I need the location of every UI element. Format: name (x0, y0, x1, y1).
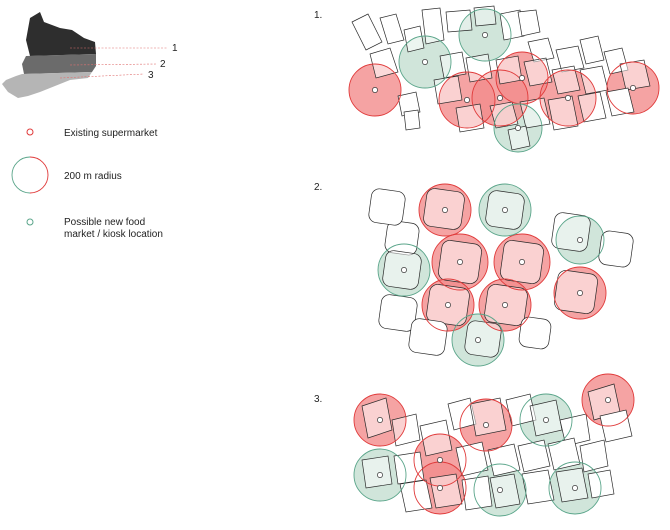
legend-new-market-line2: market / kiosk location (64, 229, 163, 240)
radius-circle-icon (12, 157, 48, 193)
legend (12, 128, 163, 240)
panel-1-number: 1. (314, 10, 323, 21)
legend-radius: 200 m radius (64, 171, 122, 182)
panel-2-number: 2. (314, 182, 323, 193)
zone-1-shape (26, 12, 96, 56)
panel-1 (314, 6, 659, 152)
key-label-2: 2 (160, 59, 166, 70)
panel-3 (314, 374, 634, 516)
zone-2-shape (22, 54, 96, 74)
key-label-3: 3 (148, 70, 154, 81)
zone-3-shape (2, 72, 92, 98)
key-map (2, 12, 178, 98)
panel-3-number: 3. (314, 394, 323, 405)
legend-existing-supermarket: Existing supermarket (64, 128, 158, 139)
key-label-1: 1 (172, 43, 178, 54)
panel-2 (314, 182, 634, 366)
new-market-marker-icon (27, 219, 33, 225)
legend-new-market-line1: Possible new food (64, 217, 146, 228)
supermarket-marker-icon (27, 129, 33, 135)
